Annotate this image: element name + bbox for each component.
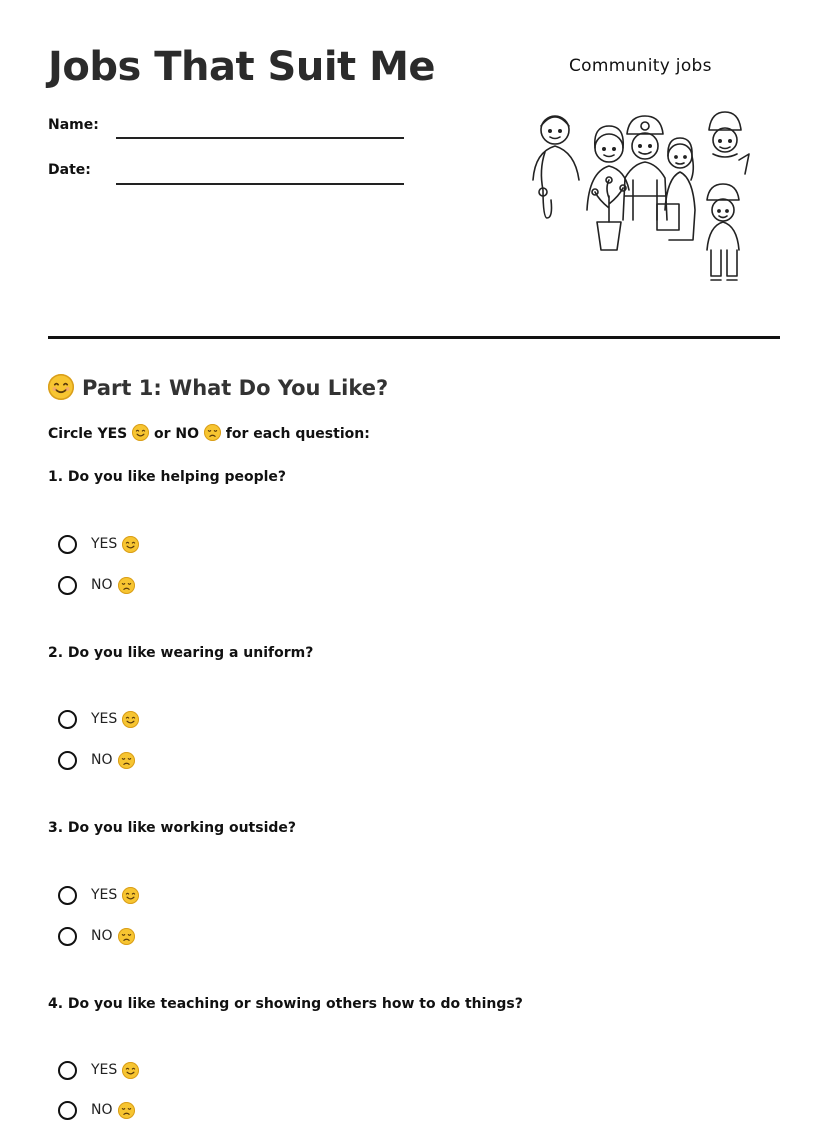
smiling-face-icon [122, 1062, 139, 1079]
no-label: NO [91, 928, 113, 944]
disappointed-face-icon [204, 424, 221, 441]
question-2-yes-option[interactable] [58, 707, 139, 731]
instructions-suffix: for each question: [225, 426, 370, 442]
worksheet-title: Jobs That Suit Me [48, 44, 436, 90]
radio-button[interactable] [58, 1061, 77, 1080]
smiling-face-icon [122, 711, 139, 728]
date-label: Date: [48, 162, 91, 178]
question-3-yes-option[interactable] [58, 883, 139, 907]
radio-button[interactable] [58, 535, 77, 554]
no-label: NO [91, 752, 113, 768]
radio-button[interactable] [58, 927, 77, 946]
yes-label: YES [91, 711, 118, 727]
no-label: NO [91, 1102, 113, 1118]
part1-title [48, 374, 388, 400]
disappointed-face-icon [118, 752, 135, 769]
question-4: 4. Do you like teaching or showing others how to do things? [48, 996, 523, 1012]
radio-button[interactable] [58, 576, 77, 595]
illustration-caption: Community jobs [569, 56, 712, 76]
question-3-no-option[interactable] [58, 924, 135, 948]
radio-button[interactable] [58, 710, 77, 729]
question-1: 1. Do you like helping people? [48, 469, 287, 485]
name-line[interactable] [116, 137, 404, 139]
smiling-face-icon [122, 536, 139, 553]
question-4-yes-option[interactable] [58, 1058, 139, 1082]
disappointed-face-icon [118, 577, 135, 594]
smiling-face-icon [122, 887, 139, 904]
part1-title-text: Part 1: What Do You Like? [82, 376, 389, 400]
question-1-yes-option[interactable] [58, 532, 139, 556]
radio-button[interactable] [58, 1101, 77, 1120]
question-3: 3. Do you like working outside? [48, 820, 297, 836]
smiling-face-icon [132, 424, 149, 441]
instructions-prefix: Circle YES [48, 426, 128, 442]
community-workers-illustration [525, 100, 765, 285]
section-divider [48, 336, 780, 339]
radio-button[interactable] [58, 886, 77, 905]
disappointed-face-icon [118, 1102, 135, 1119]
question-4-no-option[interactable] [58, 1098, 135, 1122]
instructions-middle: or NO [153, 426, 199, 442]
name-label: Name: [48, 117, 99, 133]
radio-button[interactable] [58, 751, 77, 770]
disappointed-face-icon [118, 928, 135, 945]
yes-label: YES [91, 536, 118, 552]
no-label: NO [91, 577, 113, 593]
yes-label: YES [91, 887, 118, 903]
date-line[interactable] [116, 183, 404, 185]
question-2-no-option[interactable] [58, 748, 135, 772]
question-1-no-option[interactable] [58, 573, 135, 597]
instructions [48, 424, 370, 442]
smiling-face-icon [48, 374, 74, 400]
question-2: 2. Do you like wearing a uniform? [48, 645, 314, 661]
yes-label: YES [91, 1062, 118, 1078]
